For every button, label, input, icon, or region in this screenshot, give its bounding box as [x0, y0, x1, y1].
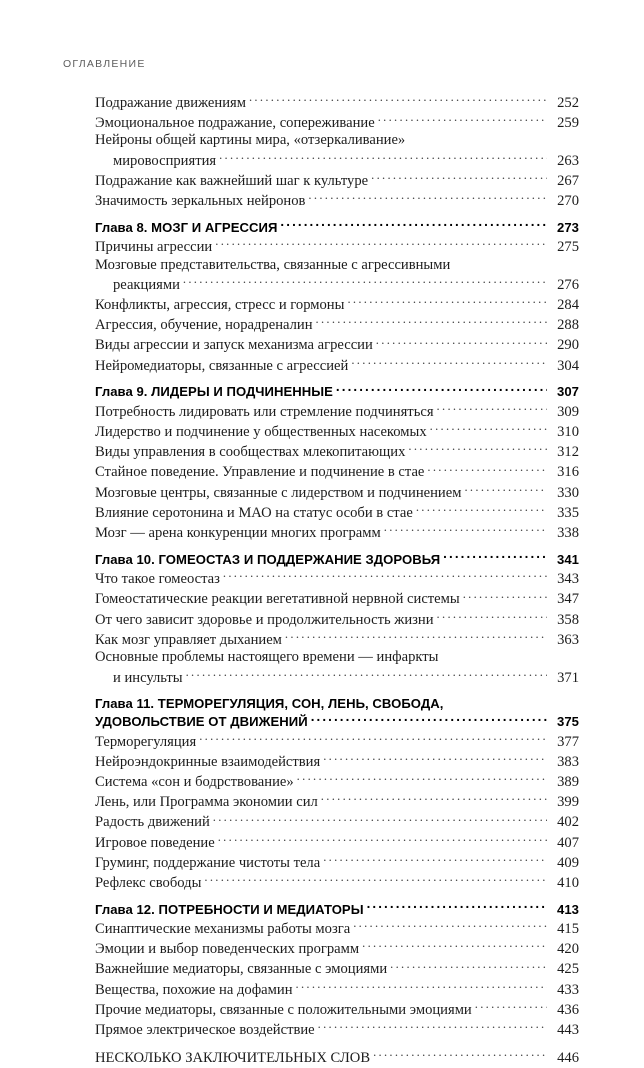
toc-entry-title: Система «сон и бодрствование»: [95, 773, 294, 790]
toc-entry-title: Важнейшие медиаторы, связанные с эмоциями: [95, 961, 388, 978]
toc-page-number: 259: [557, 114, 579, 131]
toc-page-number: 410: [557, 874, 579, 891]
toc-entry-title: Лидерство и подчинение у общественных насекомых: [95, 424, 427, 441]
toc-line-primary: [95, 170, 579, 190]
dot-leader: [204, 872, 547, 887]
dot-leader: [215, 237, 547, 252]
toc-closing-row[interactable]: [95, 1048, 579, 1068]
toc-line-primary: [95, 939, 579, 959]
toc-chapter-row[interactable]: [95, 551, 579, 569]
dot-leader: [323, 751, 547, 766]
dot-leader: [437, 401, 547, 416]
toc-entry-row[interactable]: [95, 132, 579, 170]
toc-entry-row[interactable]: [95, 502, 579, 522]
dot-leader: [464, 482, 547, 497]
toc-line-primary: [95, 872, 579, 892]
toc-line-continuation: [95, 274, 579, 294]
dot-leader: [376, 335, 547, 350]
toc-page-number: 307: [557, 384, 579, 400]
dot-leader: [353, 919, 547, 934]
toc-line-primary: [95, 190, 579, 210]
toc-page-number: 330: [557, 484, 579, 501]
toc-page-number: 436: [557, 1001, 579, 1018]
dot-leader: [280, 219, 547, 232]
toc-entry-row[interactable]: [95, 421, 579, 441]
dot-leader: [371, 170, 547, 185]
toc-entry-row[interactable]: [95, 237, 579, 257]
toc-chapter-row[interactable]: [95, 695, 579, 731]
toc-line-primary: [95, 901, 579, 919]
toc-page-number: 389: [557, 773, 579, 790]
toc-page-number: 310: [557, 424, 579, 441]
toc-line-primary: [95, 959, 579, 979]
toc-chapter-row[interactable]: [95, 901, 579, 919]
toc-line-primary: [95, 629, 579, 649]
toc-entry-title: Мозговые центры, связанные с лидерством и подчинением: [95, 484, 462, 501]
toc-line-primary: [95, 219, 579, 237]
toc-entry-title: Конфликты, агрессия, стресс и гормоны: [95, 297, 345, 314]
toc-line-primary: [95, 502, 579, 522]
toc-line-continuation: [95, 667, 579, 687]
toc-line-primary: [95, 383, 579, 401]
toc-line-continuation: [95, 713, 579, 731]
toc-page-number: 309: [557, 403, 579, 420]
toc-entry-title: Значимость зеркальных нейронов: [95, 192, 306, 209]
dot-leader: [347, 295, 547, 310]
toc-entry-title: УДОВОЛЬСТВИЕ ОТ ДВИЖЕНИЙ: [95, 714, 308, 730]
table-of-contents: [95, 92, 579, 1068]
dot-leader: [373, 1048, 547, 1063]
toc-chapter-row[interactable]: [95, 383, 579, 401]
toc-entry-row[interactable]: [95, 771, 579, 791]
toc-entry-row[interactable]: [95, 629, 579, 649]
toc-line-primary: [95, 792, 579, 812]
toc-entry-title: Подражание как важнейший шаг к культуре: [95, 172, 369, 189]
toc-page-number: 358: [557, 611, 579, 628]
dot-leader: [311, 713, 547, 726]
dot-leader: [318, 1019, 547, 1034]
toc-line-primary: [95, 92, 579, 112]
toc-line-primary: [95, 649, 579, 667]
toc-page-number: 347: [557, 591, 579, 608]
toc-line-primary: [95, 522, 579, 542]
toc-entry-title: Лень, или Программа экономии сил: [95, 794, 318, 811]
toc-entry-row[interactable]: [95, 872, 579, 892]
toc-line-primary: [95, 335, 579, 355]
toc-page-number: 375: [557, 714, 579, 730]
toc-entry-row[interactable]: [95, 589, 579, 609]
dot-leader: [323, 852, 547, 867]
toc-page-number: 263: [557, 152, 579, 169]
toc-page-number: 343: [557, 571, 579, 588]
running-head: ОГЛАВЛЕНИЕ: [63, 58, 146, 70]
toc-entry-title: Радость движений: [95, 814, 210, 831]
toc-entry-row[interactable]: [95, 852, 579, 872]
toc-entry-row[interactable]: [95, 482, 579, 502]
toc-entry-title: От чего зависит здоровье и продолжительность жизни: [95, 611, 434, 628]
toc-entry-title: Глава 9. ЛИДЕРЫ И ПОДЧИНЕННЫЕ: [95, 384, 333, 400]
toc-line-primary: [95, 919, 579, 939]
toc-entry-row[interactable]: [95, 919, 579, 939]
toc-page-number: 284: [557, 297, 579, 314]
toc-line-primary: [95, 315, 579, 335]
dot-leader: [285, 629, 547, 644]
toc-entry-row[interactable]: [95, 979, 579, 999]
toc-page-number: 443: [557, 1022, 579, 1039]
toc-page-number: 270: [557, 192, 579, 209]
toc-entry-row[interactable]: [95, 731, 579, 751]
toc-entry-title: Нейромедиаторы, связанные с агрессией: [95, 357, 349, 374]
toc-entry-row[interactable]: [95, 315, 579, 335]
toc-entry-row[interactable]: [95, 92, 579, 112]
toc-entry-row[interactable]: [95, 832, 579, 852]
dot-leader: [390, 959, 547, 974]
toc-entry-row[interactable]: [95, 257, 579, 295]
toc-page-number: 304: [557, 357, 579, 374]
dot-leader: [223, 569, 547, 584]
toc-page-number: 409: [557, 854, 579, 871]
toc-line-primary: [95, 1019, 579, 1039]
toc-line-primary: [95, 132, 579, 150]
toc-page-number: 377: [557, 733, 579, 750]
dot-leader: [378, 112, 547, 127]
toc-entry-title: Глава 10. ГОМЕОСТАЗ И ПОДДЕРЖАНИЕ ЗДОРОВЬЯ: [95, 551, 441, 567]
toc-entry-row[interactable]: [95, 355, 579, 375]
toc-chapter-row[interactable]: [95, 219, 579, 237]
toc-entry-title: Как мозг управляет дыханием: [95, 631, 282, 648]
toc-page-number: 338: [557, 524, 579, 541]
toc-entry-title: Стайное поведение. Управление и подчинение в стае: [95, 464, 425, 481]
toc-entry-title: Влияние серотонина и МАО на статус особи в стае: [95, 504, 413, 521]
dot-leader: [437, 609, 547, 624]
toc-line-continuation: [95, 150, 579, 170]
toc-line-primary: [95, 832, 579, 852]
dot-leader: [213, 812, 547, 827]
toc-entry-title: Причины агрессии: [95, 239, 213, 256]
toc-entry-row[interactable]: [95, 335, 579, 355]
dot-leader: [430, 421, 547, 436]
toc-entry-title: Агрессия, обучение, норадреналин: [95, 317, 313, 334]
toc-line-primary: [95, 771, 579, 791]
toc-entry-title: Вещества, похожие на дофамин: [95, 981, 293, 998]
toc-page-number: 413: [557, 901, 579, 917]
dot-leader: [408, 442, 547, 457]
toc-entry-title: Терморегуляция: [95, 733, 197, 750]
toc-page-number: 341: [557, 551, 579, 567]
toc-page-number: 402: [557, 814, 579, 831]
toc-page-number: 420: [557, 941, 579, 958]
toc-line-primary: [95, 257, 579, 275]
toc-entry-title: Нейроэндокринные взаимодействия: [95, 753, 321, 770]
dot-leader: [321, 792, 547, 807]
toc-entry-row[interactable]: [95, 959, 579, 979]
toc-line-primary: [95, 999, 579, 1019]
toc-entry-title: Основные проблемы настоящего времени — инфаркты: [95, 649, 439, 666]
toc-entry-title: НЕСКОЛЬКО ЗАКЛЮЧИТЕЛЬНЫХ СЛОВ: [95, 1050, 371, 1067]
toc-entry-title: Подражание движениям: [95, 94, 246, 111]
toc-entry-title: Глава 11. ТЕРМОРЕГУЛЯЦИЯ, СОН, ЛЕНЬ, СВОБОДА,: [95, 696, 444, 712]
toc-entry-row[interactable]: [95, 295, 579, 315]
dot-leader: [186, 667, 547, 682]
toc-entry-row[interactable]: [95, 401, 579, 421]
toc-entry-title: Виды агрессии и запуск механизма агрессии: [95, 337, 373, 354]
dot-leader: [316, 315, 547, 330]
toc-entry-title: Глава 8. МОЗГ И АГРЕССИЯ: [95, 219, 278, 235]
toc-page-number: 399: [557, 794, 579, 811]
dot-leader: [463, 589, 547, 604]
dot-leader: [308, 190, 547, 205]
toc-page-number: 252: [557, 94, 579, 111]
toc-entry-row[interactable]: [95, 569, 579, 589]
toc-entry-row[interactable]: [95, 751, 579, 771]
toc-line-primary: [95, 695, 579, 713]
toc-entry-title: Прочие медиаторы, связанные с положительными эмоциями: [95, 1001, 472, 1018]
toc-entry-title: Гомеостатические реакции вегетативной нервной системы: [95, 591, 460, 608]
toc-page-number: 415: [557, 921, 579, 938]
toc-entry-row[interactable]: [95, 522, 579, 542]
toc-line-primary: [95, 237, 579, 257]
toc-line-primary: [95, 979, 579, 999]
dot-leader: [249, 92, 547, 107]
toc-entry-title: Что такое гомеостаз: [95, 571, 220, 588]
dot-leader: [183, 274, 547, 289]
dot-leader: [384, 522, 547, 537]
toc-entry-row[interactable]: [95, 1019, 579, 1039]
toc-page-number: 316: [557, 464, 579, 481]
toc-line-primary: [95, 569, 579, 589]
toc-entry-row[interactable]: [95, 462, 579, 482]
toc-entry-row[interactable]: [95, 609, 579, 629]
toc-page-number: 290: [557, 337, 579, 354]
dot-leader: [416, 502, 547, 517]
toc-page-number: 276: [557, 276, 579, 293]
toc-page-number: 407: [557, 834, 579, 851]
toc-line-primary: [95, 609, 579, 629]
toc-entry-row[interactable]: [95, 999, 579, 1019]
toc-line-primary: [95, 112, 579, 132]
toc-entry-title: Эмоциональное подражание, сопереживание: [95, 114, 375, 131]
toc-entry-title: и инсульты: [113, 669, 183, 686]
toc-entry-row[interactable]: [95, 112, 579, 132]
toc-line-primary: [95, 812, 579, 832]
toc-line-primary: [95, 1048, 579, 1068]
toc-line-primary: [95, 295, 579, 315]
toc-entry-title: реакциями: [113, 276, 180, 293]
toc-line-primary: [95, 751, 579, 771]
toc-entry-title: Мозг — арена конкуренции многих программ: [95, 524, 381, 541]
dot-leader: [219, 150, 547, 165]
dot-leader: [475, 999, 547, 1014]
toc-page-number: 267: [557, 172, 579, 189]
toc-entry-title: Прямое электрическое воздействие: [95, 1022, 315, 1039]
dot-leader: [296, 979, 548, 994]
toc-line-primary: [95, 421, 579, 441]
toc-entry-row[interactable]: [95, 812, 579, 832]
toc-line-primary: [95, 442, 579, 462]
toc-entry-title: Синаптические механизмы работы мозга: [95, 921, 351, 938]
dot-leader: [199, 731, 547, 746]
toc-line-primary: [95, 355, 579, 375]
toc-page-number: 371: [557, 669, 579, 686]
toc-page-number: 288: [557, 317, 579, 334]
toc-entry-title: Нейроны общей картины мира, «отзеркаливание»: [95, 132, 406, 149]
dot-leader: [297, 771, 547, 786]
toc-entry-row[interactable]: [95, 939, 579, 959]
toc-line-primary: [95, 852, 579, 872]
toc-entry-row[interactable]: [95, 649, 579, 687]
dot-leader: [427, 462, 547, 477]
toc-page-number: 275: [557, 239, 579, 256]
toc-entry-title: Глава 12. ПОТРЕБНОСТИ И МЕДИАТОРЫ: [95, 901, 364, 917]
toc-entry-row[interactable]: [95, 170, 579, 190]
toc-entry-title: Мозговые представительства, связанные с агрессивными: [95, 256, 451, 273]
toc-page-number: 335: [557, 504, 579, 521]
dot-leader: [443, 551, 547, 564]
toc-page-number: 433: [557, 981, 579, 998]
toc-page-number: 425: [557, 961, 579, 978]
dot-leader: [362, 939, 547, 954]
toc-entry-title: Игровое поведение: [95, 834, 215, 851]
toc-line-primary: [95, 589, 579, 609]
toc-line-primary: [95, 551, 579, 569]
dot-leader: [367, 901, 547, 914]
dot-leader: [351, 355, 547, 370]
toc-page-number: 312: [557, 444, 579, 461]
toc-line-primary: [95, 482, 579, 502]
toc-line-primary: [95, 462, 579, 482]
toc-page-number: 363: [557, 631, 579, 648]
toc-entry-row[interactable]: [95, 190, 579, 210]
toc-page-number: 446: [557, 1050, 579, 1067]
toc-entry-title: Груминг, поддержание чистоты тела: [95, 854, 321, 871]
toc-entry-title: Эмоции и выбор поведенческих программ: [95, 941, 360, 958]
toc-line-primary: [95, 731, 579, 751]
dot-leader: [218, 832, 547, 847]
toc-page-number: 273: [557, 219, 579, 235]
toc-page-number: 383: [557, 753, 579, 770]
toc-entry-row[interactable]: [95, 792, 579, 812]
dot-leader: [336, 383, 547, 396]
toc-entry-title: Виды управления в сообществах млекопитающих: [95, 444, 406, 461]
toc-entry-title: Рефлекс свободы: [95, 874, 202, 891]
toc-entry-title: мировосприятия: [113, 152, 217, 169]
toc-entry-title: Потребность лидировать или стремление подчиняться: [95, 403, 434, 420]
toc-line-primary: [95, 401, 579, 421]
toc-entry-row[interactable]: [95, 442, 579, 462]
